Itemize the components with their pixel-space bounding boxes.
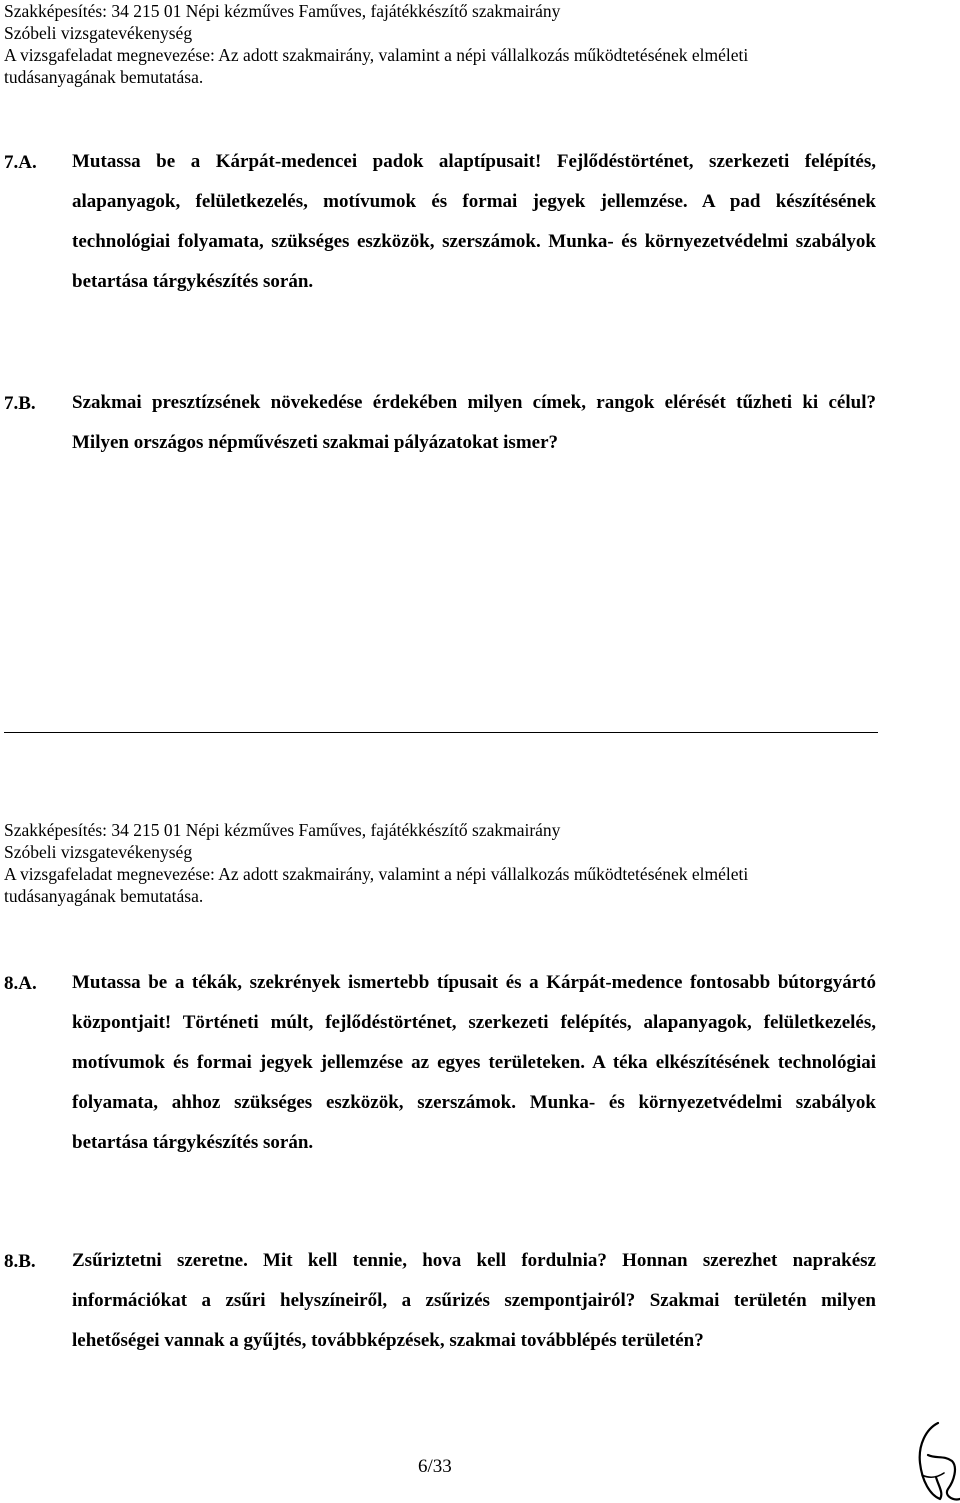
question-number: 7.A. [4,152,37,173]
question-text: Szakmai presztízsének növekedése érdekében milyen címek, rangok elérését tűzheti ki célul? Milyen országos népművészeti szakmai pályázatokat ismer? [72,392,876,453]
question-7a [4,152,876,302]
page-separator-line [4,732,878,733]
question-8b [4,1251,876,1361]
header-task-name-cont: tudásanyagának bemutatása. [4,67,204,87]
header-task-name-cont: tudásanyagának bemutatása. [4,886,204,906]
handwritten-signature [908,1415,960,1503]
header-task-name: A vizsgafeladat megnevezése: Az adott szakmairány, valamint a népi vállalkozás működtetésének elméleti [4,864,749,884]
question-text: Zsűriztetni szeretne. Mit kell tennie, hova kell fordulnia? Honnan szerezhet naprakész információkat a zsűri helyszíneiről, a zsűrizés szempontjairól? Szakmai területén milyen lehetőségei vannak a gyűjtés, továbbképzések, szakmai továbblépés területén? [72,1250,876,1351]
header-qualification: Szakképesítés: 34 215 01 Népi kézműves Faműves, fajátékkészítő szakmairány [4,1,561,21]
question-text: Mutassa be a tékák, szekrények ismertebb típusait és a Kárpát-medence fontosabb bútorgyártó központjait! Történeti múlt, fejlődéstörténet, szerkezeti felépítés, alapanyagok, felületkezelés, motívumok és formai jegyek jellemzése az egyes területeken. A téka elkészítésének technológiai folyamata, ahhoz szükséges eszközök, szerszámok. Munka- és környezetvédelmi szabályok betartása tárgykészítés során. [72,972,876,1153]
header-exam-type: Szóbeli vizsgatevékenység [4,23,193,43]
header-task-name: A vizsgafeladat megnevezése: Az adott szakmairány, valamint a népi vállalkozás működtetésének elméleti [4,45,749,65]
page-number: 6/33 [418,1456,452,1477]
question-number: 8.B. [4,1251,36,1272]
question-8a [4,973,876,1163]
page-header-top [4,0,904,88]
question-number: 8.A. [4,973,37,994]
page-header-second [4,819,904,907]
header-exam-type: Szóbeli vizsgatevékenység [4,842,193,862]
header-qualification: Szakképesítés: 34 215 01 Népi kézműves Faműves, fajátékkészítő szakmairány [4,820,561,840]
question-7b [4,393,876,463]
question-number: 7.B. [4,393,36,414]
question-text: Mutassa be a Kárpát-medencei padok alaptípusait! Fejlődéstörténet, szerkezeti felépítés, alapanyagok, felületkezelés, motívumok és formai jegyek jellemzése. A pad készítésének technológiai folyamata, szükséges eszközök, szerszámok. Munka- és környezetvédelmi szabályok betartása tárgykészítés során. [72,151,876,292]
